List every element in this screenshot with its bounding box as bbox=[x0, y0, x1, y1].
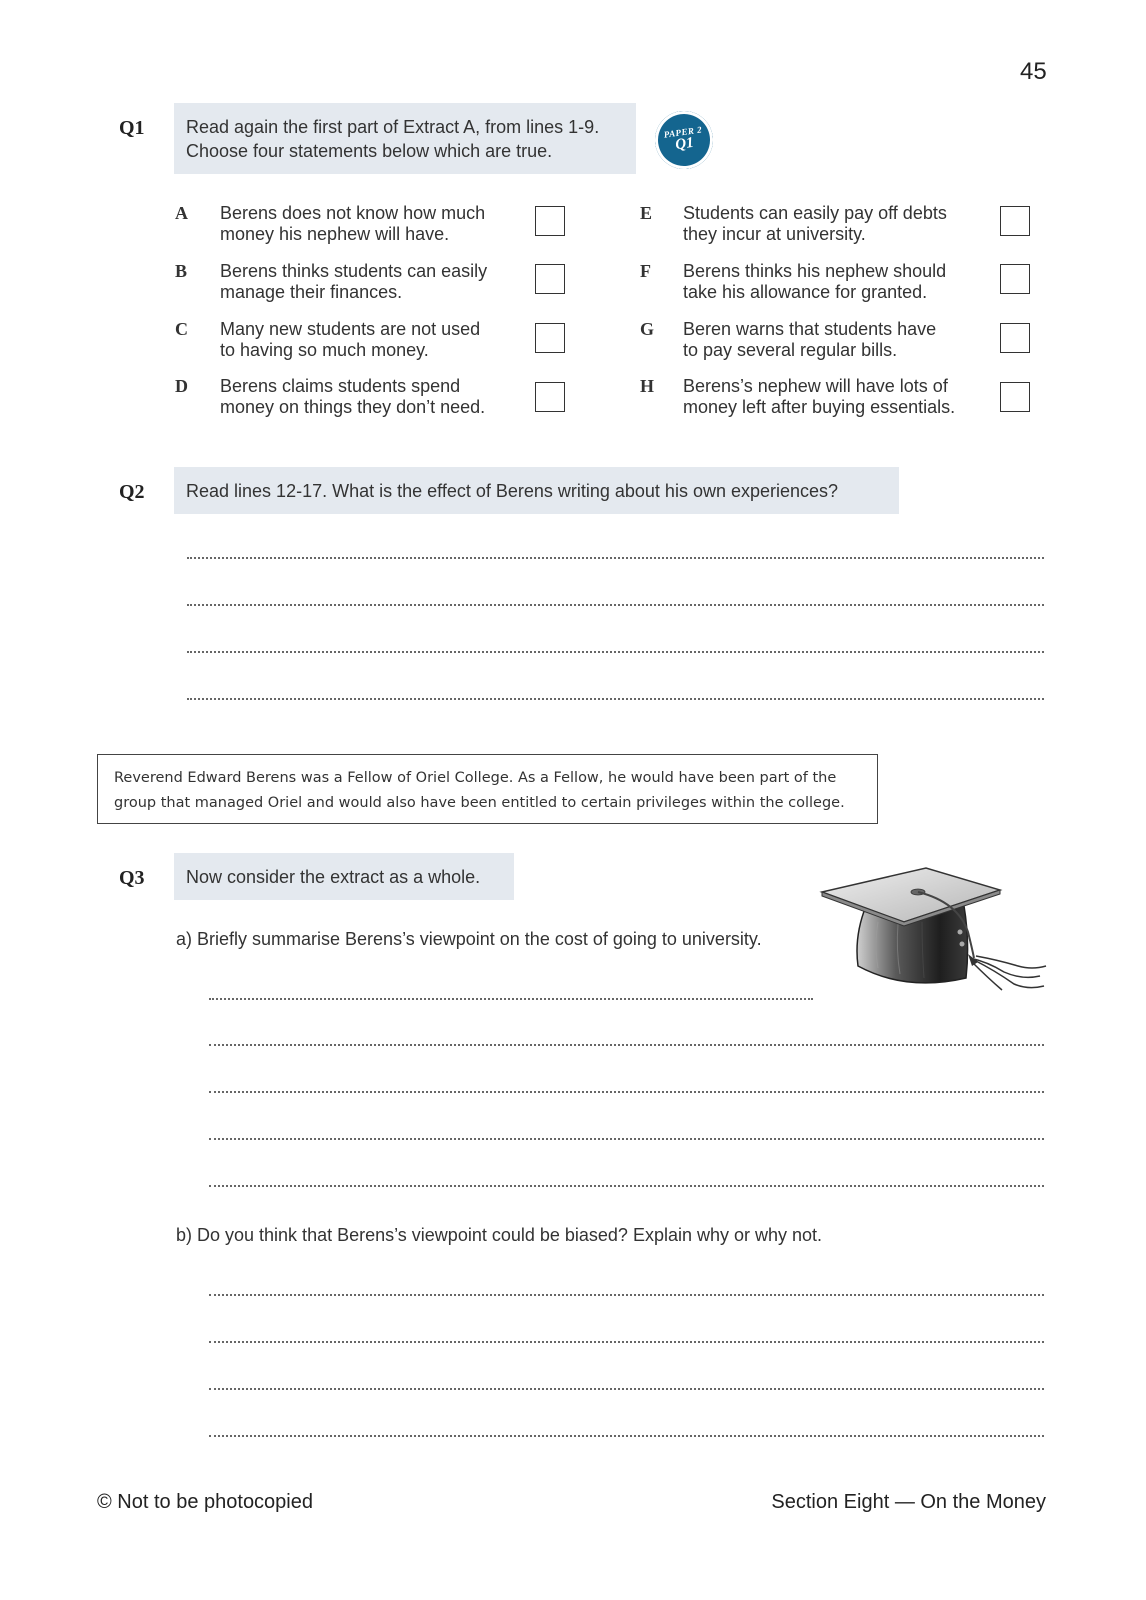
q3a-answer-line-4[interactable] bbox=[209, 1138, 1044, 1140]
statement-e-line1: Students can easily pay off debts bbox=[683, 203, 947, 223]
q3a-answer-line-2[interactable] bbox=[209, 1044, 1044, 1046]
q1-label: Q1 bbox=[119, 117, 145, 139]
statement-h bbox=[683, 376, 955, 418]
statement-e bbox=[683, 203, 947, 245]
statement-letter-b: B bbox=[175, 261, 188, 281]
q3-label: Q3 bbox=[119, 867, 145, 889]
statement-a bbox=[220, 203, 485, 245]
statement-c bbox=[220, 319, 480, 361]
badge-question-label: Q1 bbox=[674, 134, 695, 154]
q2-answer-line-4[interactable] bbox=[187, 698, 1044, 700]
statement-c-line1: Many new students are not used bbox=[220, 319, 481, 339]
statement-a-line2: money his nephew will have. bbox=[220, 224, 450, 244]
statement-letter-f: F bbox=[640, 261, 651, 281]
statement-f bbox=[683, 261, 946, 303]
statement-f-line2: take his allowance for granted. bbox=[683, 282, 928, 302]
footer-copyright: © Not to be photocopied bbox=[97, 1491, 313, 1513]
checkbox-h[interactable] bbox=[1000, 382, 1030, 412]
statement-h-line2: money left after buying essentials. bbox=[683, 397, 956, 417]
q2-prompt-box bbox=[174, 467, 899, 514]
statement-d-line1: Berens claims students spend bbox=[220, 376, 461, 396]
statement-letter-h: H bbox=[640, 376, 655, 396]
q3b-answer-line-3[interactable] bbox=[209, 1388, 1044, 1390]
q2-answer-line-2[interactable] bbox=[187, 604, 1044, 606]
checkbox-g[interactable] bbox=[1000, 323, 1030, 353]
q2-answer-line-3[interactable] bbox=[187, 651, 1044, 653]
q3-prompt-box bbox=[174, 853, 514, 900]
statement-letter-e: E bbox=[640, 203, 653, 223]
page-number: 45 bbox=[1020, 58, 1047, 85]
statement-b bbox=[220, 261, 487, 303]
q1-prompt-line2: Choose four statements below which are true. bbox=[186, 141, 553, 161]
statement-letter-a: A bbox=[175, 203, 188, 223]
paper-badge bbox=[651, 107, 717, 173]
statement-g-line1: Beren warns that students have bbox=[683, 319, 937, 339]
statement-c-line2: to having so much money. bbox=[220, 340, 429, 360]
q3-part-b-prompt: b) Do you think that Berens’s viewpoint could be biased? Explain why or why not. bbox=[176, 1225, 823, 1245]
q3b-answer-line-4[interactable] bbox=[209, 1435, 1044, 1437]
q2-label: Q2 bbox=[119, 481, 145, 503]
q3b-answer-line-2[interactable] bbox=[209, 1341, 1044, 1343]
statement-letter-d: D bbox=[175, 376, 188, 396]
context-note-line1: Reverend Edward Berens was a Fellow of Oriel College. As a Fellow, he would have been part of the bbox=[114, 770, 837, 786]
statement-h-line1: Berens’s nephew will have lots of bbox=[683, 376, 948, 396]
q3a-answer-line-1[interactable] bbox=[209, 998, 813, 1000]
graduation-cap-illustration bbox=[818, 862, 1050, 998]
checkbox-a[interactable] bbox=[535, 206, 565, 236]
q2-answer-line-1[interactable] bbox=[187, 557, 1044, 559]
statement-d bbox=[220, 376, 485, 418]
checkbox-b[interactable] bbox=[535, 264, 565, 294]
statement-g bbox=[683, 319, 936, 361]
statement-g-line2: to pay several regular bills. bbox=[683, 340, 898, 360]
context-note-line2: group that managed Oriel and would also have been entitled to certain privileges within the college. bbox=[114, 795, 845, 811]
statement-b-line1: Berens thinks students can easily bbox=[220, 261, 488, 281]
statement-a-line1: Berens does not know how much bbox=[220, 203, 486, 223]
statement-b-line2: manage their finances. bbox=[220, 282, 403, 302]
checkbox-d[interactable] bbox=[535, 382, 565, 412]
q1-prompt-line1: Read again the first part of Extract A, from lines 1-9. bbox=[186, 117, 600, 137]
context-note bbox=[97, 754, 878, 824]
q1-prompt-box bbox=[174, 103, 636, 174]
checkbox-f[interactable] bbox=[1000, 264, 1030, 294]
checkbox-e[interactable] bbox=[1000, 206, 1030, 236]
q3-prompt: Now consider the extract as a whole. bbox=[186, 867, 481, 887]
q2-prompt: Read lines 12-17. What is the effect of Berens writing about his own experiences? bbox=[186, 481, 839, 501]
statement-letter-g: G bbox=[640, 319, 655, 339]
q3b-answer-line-1[interactable] bbox=[209, 1294, 1044, 1296]
statement-letter-c: C bbox=[175, 319, 188, 339]
footer-section-title: Section Eight — On the Money bbox=[771, 1491, 1046, 1513]
q3a-answer-line-3[interactable] bbox=[209, 1091, 1044, 1093]
statement-f-line1: Berens thinks his nephew should bbox=[683, 261, 947, 281]
statement-e-line2: they incur at university. bbox=[683, 224, 866, 244]
checkbox-c[interactable] bbox=[535, 323, 565, 353]
badge-paper-label: PAPER 2 bbox=[663, 124, 703, 140]
statement-d-line2: money on things they don’t need. bbox=[220, 397, 486, 417]
q3a-answer-line-5[interactable] bbox=[209, 1185, 1044, 1187]
q3-part-a-prompt: a) Briefly summarise Berens’s viewpoint on the cost of going to university. bbox=[176, 929, 762, 949]
